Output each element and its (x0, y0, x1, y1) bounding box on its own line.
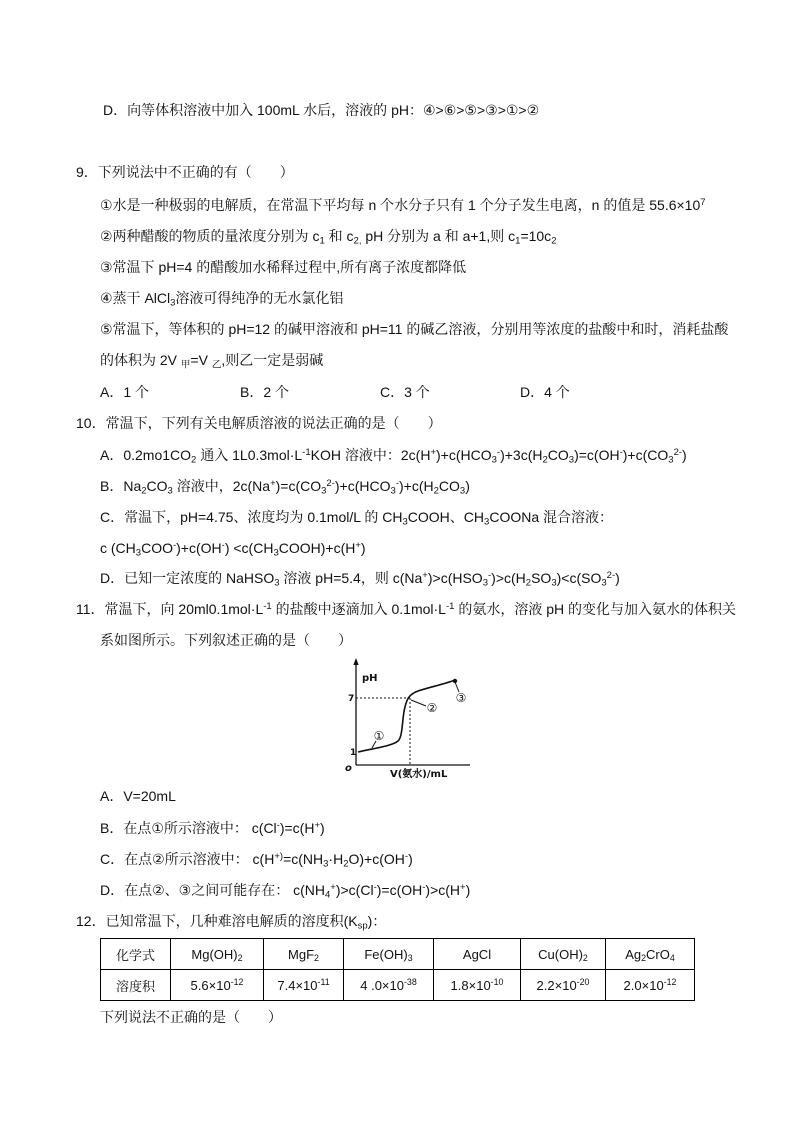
text-run: ) (408, 851, 413, 867)
text-run: )+c(HCO (334, 478, 391, 494)
q9-statement-3 (100, 256, 788, 278)
subscript: 3 (274, 577, 280, 589)
q12-stem (76, 910, 788, 932)
text-run: =c(NH (283, 851, 324, 867)
superscript: -38 (403, 976, 417, 987)
q10-option-c-continued (100, 537, 788, 559)
text-run: O)+c(OH (348, 851, 405, 867)
subscript: 3 (273, 547, 279, 559)
q11-stem (76, 598, 788, 620)
q10-option-d (100, 567, 788, 589)
subscript: 2 (314, 952, 319, 963)
subscript: 3 (170, 297, 176, 309)
text-run: )<c(SO (556, 570, 602, 586)
text-run: 的体积为 2V (100, 352, 181, 368)
subscript: 3 (323, 858, 329, 870)
table-cell (344, 939, 434, 970)
text-run: SO (531, 570, 552, 586)
subscript: 2 (237, 952, 243, 963)
text-run: 2.2×10 (536, 977, 577, 993)
table-cell (101, 939, 171, 970)
table-header-row (101, 939, 695, 970)
superscript: -20 (576, 976, 590, 987)
text-run: B．在点①所示溶液中： c(Cl (100, 820, 277, 836)
q11-option-a: A．V=20mL (100, 788, 176, 804)
text-run: ) <c(CH (224, 540, 274, 556)
superscript: 2- (326, 477, 335, 489)
table-cell (101, 970, 171, 1001)
text-run: ③常温下 pH=4 的醋酸加水稀释过程中,所有离子浓度都降低 (100, 259, 467, 275)
text-run: c (CH (100, 540, 136, 556)
text-run: =10c (520, 228, 552, 244)
q10-option-a (100, 444, 788, 466)
subscript: 乙 (211, 359, 222, 371)
subscript: 2 (551, 235, 557, 247)
text-run: 4 .0×10 (360, 977, 404, 993)
text-run: ,则乙一定是弱碱 (221, 352, 324, 368)
point-2-label: ② (426, 701, 438, 715)
point-1-label: ① (373, 729, 385, 743)
subscript: 2 (525, 577, 532, 589)
text-run: ) (320, 820, 325, 836)
text-run: C．常温下，pH=4.75、浓度均为 0.1mol/L 的 CH (100, 509, 403, 525)
titration-figure (340, 655, 480, 780)
superscript: -12 (230, 976, 244, 987)
superscript: + (270, 477, 276, 489)
text-run: MgF (288, 946, 315, 962)
text-run: 溶液 pH=5.4，则 c(Na (279, 570, 423, 586)
table-cell (606, 939, 695, 970)
text-run: D．在点②、③之间可能存在： c(NH (100, 882, 325, 898)
q9-stem: 9．下列说法中不正确的有（ ） (76, 164, 294, 180)
q9-statement-1 (100, 194, 788, 216)
text-run: )： (367, 913, 387, 929)
text-run: )=c(CO (275, 478, 322, 494)
subscript: sp (357, 920, 368, 932)
text-run: =V (190, 352, 212, 368)
table-cell (344, 970, 434, 1001)
subscript: 3 (402, 516, 408, 528)
superscript: -10 (490, 976, 504, 987)
superscript: -12 (663, 976, 677, 987)
text-run: 1.8×10 (450, 977, 491, 993)
subscript: 4 (324, 889, 331, 901)
q9-option-d: D．4 个 (520, 384, 570, 400)
superscript: +) (274, 850, 284, 862)
subscript: 2, (353, 235, 362, 247)
table-cell (521, 939, 606, 970)
origin-label: o (345, 763, 352, 774)
superscript: - (422, 881, 426, 893)
superscript: -1 (263, 600, 272, 612)
subscript: 4 (669, 952, 675, 963)
subscript: 2 (343, 858, 349, 870)
table-cell (171, 970, 264, 1001)
y-axis-arrow (353, 658, 358, 665)
text-run: 的盐酸中逐滴加入 0.1mol·L (271, 601, 446, 617)
subscript: 3 (390, 485, 396, 497)
point-3-label: ③ (455, 691, 467, 705)
superscript: - (172, 539, 177, 551)
q12-followup: 下列说法不正确的是（ ） (100, 1009, 282, 1025)
q11-stem-continued: 系如图所示。下列叙述正确的是（ ） (100, 632, 352, 648)
subscript: 3 (668, 454, 674, 466)
superscript: - (373, 881, 377, 893)
superscript: - (496, 446, 501, 458)
text-run: ⑤常温下，等体积的 pH=12 的碱甲溶液和 pH=11 的碱乙溶液，分别用等浓度的盐酸中和时，消耗盐酸 (100, 321, 729, 337)
text-run: 溶液可得纯净的无水氯化铝 (175, 290, 344, 306)
table-cell (264, 970, 344, 1001)
text-run: ) (615, 570, 620, 586)
text-run: )>c(H (491, 570, 526, 586)
subscript: 2 (542, 454, 548, 466)
q10-option-c (100, 506, 788, 528)
text-run: )>c(HSO (427, 570, 483, 586)
y-tick-1: 1 (350, 748, 357, 758)
superscript: 7 (700, 196, 706, 208)
text-run: 2.0×10 (623, 977, 664, 993)
table-cell (521, 970, 606, 1001)
superscript: - (619, 446, 623, 458)
superscript: -1 (445, 600, 455, 612)
subscript: 3 (568, 454, 575, 466)
text-run: Cu(OH) (538, 946, 583, 962)
subscript: 3 (407, 952, 413, 963)
subscript: 2 (582, 952, 588, 963)
subscript: 2 (141, 485, 147, 497)
q9-statement-4 (100, 287, 788, 309)
point-2-leader (411, 700, 426, 706)
text-run: ①水是一种极弱的电解质，在常温下平均每 n 个水分子只有 1 个分子发生电离，n 的值是 55.6×10 (100, 197, 701, 213)
text-run: C．在点②所示溶液中： c(H (100, 851, 275, 867)
subscript: 2 (641, 952, 647, 963)
text-run: )+c(H (398, 478, 434, 494)
text-run: 11．常温下，向 20ml0.1mol·L (76, 601, 264, 617)
subscript: 2 (433, 485, 439, 497)
superscript: + (422, 569, 428, 581)
text-run: ②两种醋酸的物质的量浓度分别为 c (100, 228, 320, 244)
table-row (101, 970, 695, 1001)
text-run: 的氨水，溶液 pH 的变化与加入氨水的体积关 (454, 601, 737, 617)
text-run: AgCl (462, 946, 492, 962)
superscript: + (314, 819, 321, 831)
text-run: )>c(Cl (335, 882, 374, 898)
text-run: D．已知一定浓度的 NaHSO (100, 570, 275, 586)
superscript: 2- (606, 569, 616, 581)
text-run: 溶度积 (115, 978, 155, 994)
text-run: ·H (328, 851, 344, 867)
text-run: )+c(CO (622, 447, 669, 463)
superscript: -11 (317, 976, 330, 987)
table-cell (606, 970, 695, 1001)
text-run: ) (682, 447, 687, 463)
y-axis-label: pH (362, 673, 378, 684)
text-run: A．0.2mo1CO (100, 447, 192, 463)
superscript: - (276, 819, 280, 831)
q9-statement-5-continued (100, 349, 788, 371)
text-run: )=c(H (279, 820, 315, 836)
text-run: 7.4×10 (277, 977, 318, 993)
subscript: 1 (319, 235, 325, 247)
q11-option-d (100, 879, 788, 901)
text-run: 12．已知常温下，几种难溶电解质的溶度积(K (76, 913, 358, 929)
superscript: - (221, 539, 225, 551)
superscript: - (395, 477, 399, 489)
subscript: 3 (482, 577, 488, 589)
subscript: 2 (191, 454, 197, 466)
text-run: 5.6×10 (190, 977, 231, 993)
superscript: + (355, 539, 361, 551)
text-run: KOH 溶液中：2c(H (310, 447, 431, 463)
text-run: COO (141, 540, 173, 556)
subscript: 3 (601, 577, 607, 589)
text-run: COONa 混合溶液： (489, 509, 614, 525)
q11-option-b (100, 817, 788, 839)
table-cell (264, 939, 344, 970)
text-run: Fe(OH) (364, 946, 408, 962)
q9-option-a: A．1 个 (100, 384, 150, 400)
q9-statement-5 (100, 318, 788, 340)
subscript: 3 (321, 485, 327, 497)
ksp-table (100, 938, 695, 1001)
text-run: CO (438, 478, 460, 494)
superscript: 2- (673, 446, 683, 458)
text-run: CO (146, 478, 168, 494)
q8-option-d: D．向等体积溶液中加入 100mL 水后，溶液的 pH：④>⑥>⑤>③>①>② (103, 102, 540, 118)
q9-option-b: B．2 个 (240, 384, 290, 400)
q10-option-b (100, 475, 788, 497)
text-run: ④蒸干 AlCl (100, 290, 171, 306)
superscript: -1 (302, 446, 311, 458)
table-cell (434, 970, 521, 1001)
superscript: + (460, 881, 466, 893)
subscript: 1 (515, 235, 521, 247)
text-run: COOH)+c(H (278, 540, 356, 556)
x-axis-label: V(氨水)/mL (390, 769, 448, 780)
y-tick-7: 7 (348, 694, 355, 704)
text-run: CrO (646, 946, 670, 962)
superscript: - (488, 569, 492, 581)
q9-statement-2 (100, 225, 788, 247)
text-run: Ag (625, 946, 642, 962)
subscript: 3 (491, 454, 497, 466)
subscript: 3 (484, 516, 490, 528)
q10-stem: 10．常温下，下列有关电解质溶液的说法正确的是（ ） (76, 415, 442, 431)
superscript: + (330, 881, 336, 893)
text-run: Mg(OH) (191, 946, 238, 962)
text-run: CO (547, 447, 569, 463)
text-run: 通入 1L0.3mol·L (196, 447, 303, 463)
subscript: 甲 (180, 359, 191, 371)
text-run: )+c(HCO (436, 447, 492, 463)
text-run: 和 c (324, 228, 354, 244)
subscript: 3 (135, 547, 142, 559)
subscript: 3 (167, 485, 173, 497)
text-run: COOH、CH (407, 509, 485, 525)
text-run: )+3c(H (500, 447, 543, 463)
q11-option-c (100, 848, 788, 870)
text-run: ) (465, 882, 471, 898)
text-run: 溶液中，2c(Na (172, 478, 271, 494)
text-run: B．Na (100, 478, 142, 494)
table-cell (171, 939, 264, 970)
text-run: ) (360, 540, 366, 556)
text-run: )+c(OH (176, 540, 222, 556)
text-run: pH 分别为 a 和 a+1,则 c (361, 228, 516, 244)
text-run: 化学式 (115, 947, 155, 963)
titration-curve (358, 680, 455, 752)
subscript: 3 (459, 485, 466, 497)
table-cell (434, 939, 521, 970)
text-run: )=c(OH (574, 447, 620, 463)
subscript: 3 (551, 577, 557, 589)
superscript: + (430, 446, 436, 458)
text-run: )>c(H (425, 882, 461, 898)
superscript: - (404, 850, 409, 862)
q9-option-c: C．3 个 (380, 384, 430, 400)
text-run: ) (465, 478, 470, 494)
text-run: )=c(OH (376, 882, 423, 898)
